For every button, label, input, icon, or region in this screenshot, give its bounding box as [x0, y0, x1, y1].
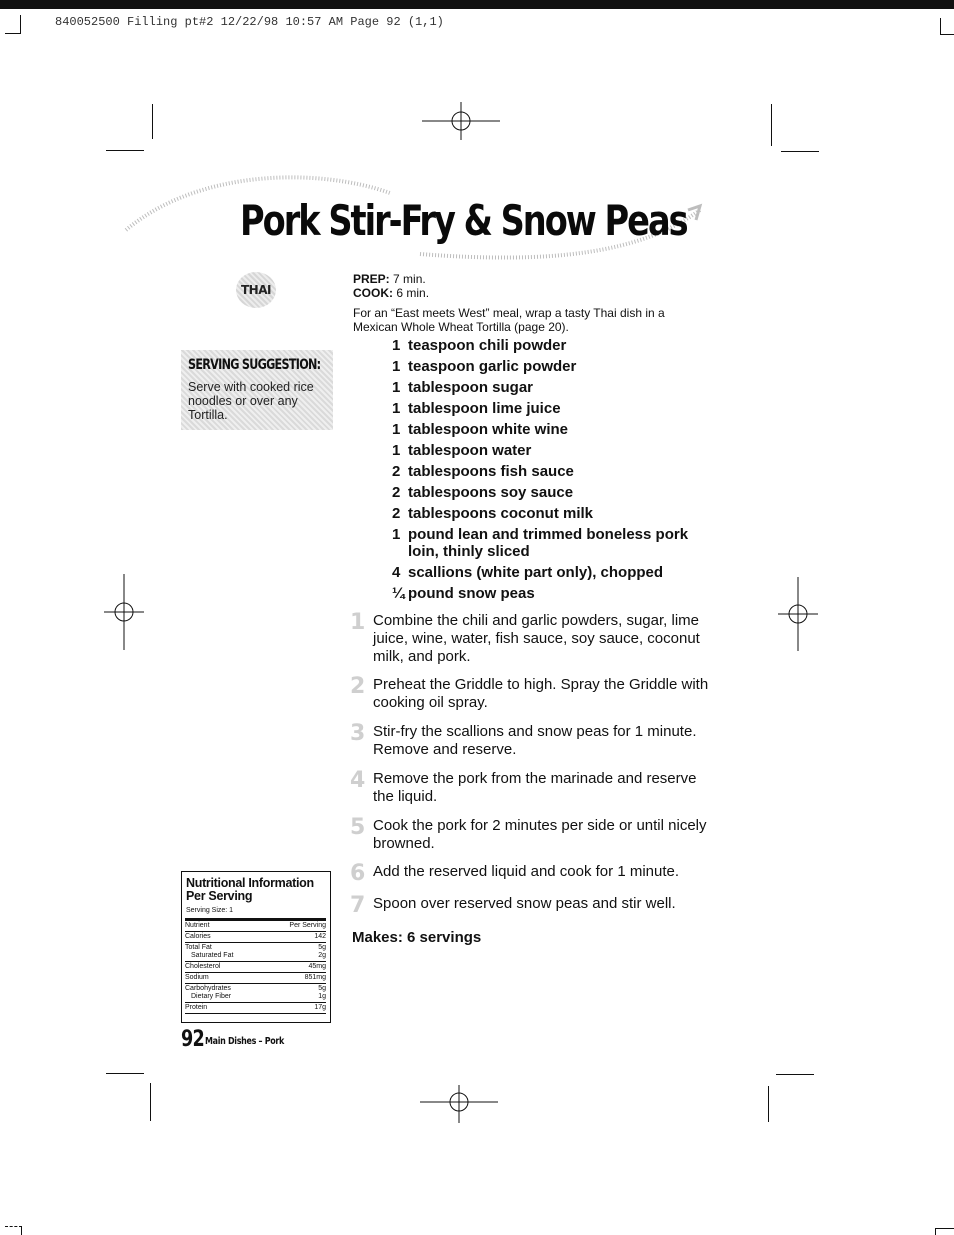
- nutrient-value: 5g: [318, 944, 326, 951]
- ingredient-quantity: 1: [392, 358, 401, 375]
- nutrient-value: 851mg: [304, 974, 326, 981]
- step-text: Cook the pork for 2 minutes per side or until nicely browned.: [373, 817, 707, 852]
- ingredient-item: [392, 526, 712, 560]
- nutrition-box: [181, 871, 331, 1023]
- ingredient-item: [392, 484, 712, 501]
- step-number: 7: [350, 893, 366, 918]
- recipe-yield: Makes: 6 servings: [352, 929, 482, 946]
- nutrition-row: [185, 984, 326, 1003]
- step-text: Stir-fry the scallions and snow peas for 1 minute. Remove and reserve.: [373, 723, 697, 758]
- prep-time: [353, 272, 426, 286]
- ingredient-text: tablespoon white wine: [408, 421, 569, 438]
- ingredient-quantity: 2: [392, 505, 401, 522]
- step-item: [350, 770, 710, 806]
- nutrition-serving-size: Serving Size: 1: [186, 907, 234, 914]
- step-item: [350, 863, 710, 885]
- nutrition-row: [185, 1003, 326, 1014]
- ingredient-quantity: 2: [392, 463, 401, 480]
- nutrient-name: Carbohydrates: [185, 985, 231, 992]
- ingredient-item: [392, 337, 712, 354]
- recipe-intro: For an “East meets West” meal, wrap a tasty Thai dish in a Mexican Whole Wheat Tortilla (page 20).: [353, 306, 665, 334]
- registration-mark-bottom: [418, 1083, 500, 1125]
- recipe-title: Pork Stir-Fry & Snow Peas: [240, 196, 687, 245]
- ingredient-text: teaspoon garlic powder: [408, 358, 577, 375]
- crop-mark: [21, 1226, 22, 1235]
- crop-mark: [940, 34, 954, 35]
- registration-mark-left: [102, 572, 146, 652]
- ingredient-text: pound lean and trimmed boneless pork loin, thinly sliced: [408, 526, 689, 560]
- nutrition-row: [185, 932, 326, 943]
- step-number: 5: [350, 815, 366, 840]
- ingredient-text: tablespoon water: [408, 442, 532, 459]
- ingredient-text: scallions (white part only), chopped: [408, 564, 664, 581]
- nutrient-sub-name: Dietary Fiber: [191, 993, 232, 1000]
- ingredient-quantity: 1: [392, 337, 401, 354]
- ingredient-quantity: 2: [392, 484, 401, 501]
- crop-mark: [776, 1074, 814, 1075]
- serving-suggestion-text: Serve with cooked rice noodles or over any Tortilla.: [188, 380, 314, 422]
- ingredient-item: [392, 442, 712, 459]
- ingredient-quantity: 4: [392, 564, 401, 581]
- nutrition-title: Nutritional Information Per Serving: [186, 876, 314, 903]
- ingredient-item: [392, 585, 712, 602]
- crop-mark: [768, 1086, 769, 1122]
- step-item: [350, 612, 710, 666]
- step-number: 3: [350, 721, 366, 746]
- cook-label: COOK:: [353, 286, 393, 300]
- nutrient-value: 142: [314, 933, 326, 940]
- ingredient-text: tablespoon lime juice: [408, 400, 561, 417]
- nutrient-name: Total Fat: [185, 944, 212, 951]
- ingredient-item: [392, 379, 712, 396]
- nutrition-header-row: [185, 921, 326, 932]
- crop-mark: [940, 18, 941, 35]
- ingredient-item: [392, 358, 712, 375]
- step-list: [350, 612, 710, 917]
- step-number: 2: [350, 674, 366, 699]
- step-number: 4: [350, 768, 366, 793]
- crop-mark: [106, 1073, 144, 1074]
- nutrient-name: Sodium: [185, 974, 209, 981]
- ingredient-quantity: 1: [392, 400, 401, 417]
- ingredient-item: [392, 400, 712, 417]
- ingredient-list: [392, 337, 712, 606]
- crop-mark: [5, 1226, 22, 1227]
- nutrient-value: 45mg: [308, 963, 326, 970]
- crop-mark: [20, 15, 21, 34]
- step-text: Spoon over reserved snow peas and stir well.: [373, 895, 676, 912]
- section-name: Main Dishes – Pork: [205, 1036, 285, 1047]
- ingredient-item: [392, 421, 712, 438]
- ingredient-text: tablespoon sugar: [408, 379, 534, 396]
- nutrient-value: 17g: [314, 1004, 326, 1011]
- step-number: 6: [350, 861, 366, 886]
- crop-mark: [152, 104, 153, 139]
- crop-mark: [5, 33, 21, 34]
- crop-mark: [935, 1228, 936, 1235]
- nutrient-name: Calories: [185, 933, 211, 940]
- ingredient-item: [392, 564, 712, 581]
- step-text: Add the reserved liquid and cook for 1 minute.: [373, 863, 680, 880]
- step-number: 1: [350, 610, 366, 635]
- cook-value: 6 min.: [396, 286, 430, 300]
- step-item: [350, 895, 710, 917]
- ingredient-text: pound snow peas: [408, 585, 535, 602]
- ingredient-quantity: 1: [392, 421, 401, 438]
- ingredient-item: [392, 463, 712, 480]
- serving-suggestion-heading: SERVING SUGGESTION:: [188, 357, 321, 373]
- nutrient-value: 5g: [318, 985, 326, 992]
- cuisine-badge: THAI: [241, 283, 271, 297]
- crop-mark: [935, 1228, 954, 1229]
- nutrition-row: [185, 973, 326, 984]
- ingredient-text: tablespoons coconut milk: [408, 505, 594, 522]
- prep-label: PREP:: [353, 272, 390, 286]
- crop-mark: [150, 1083, 151, 1121]
- nutrition-table: [185, 918, 326, 1014]
- nutrition-col-nutrient: Nutrient: [185, 922, 210, 929]
- step-item: [350, 723, 710, 759]
- ingredient-quantity: 1: [392, 526, 401, 543]
- step-text: Combine the chili and garlic powders, sugar, lime juice, wine, water, fish sauce, soy sauce, coconut milk, and pork.: [373, 612, 700, 665]
- registration-mark-right: [776, 575, 820, 653]
- crop-mark: [771, 104, 772, 146]
- crop-mark: [106, 150, 144, 151]
- cook-time: [353, 286, 429, 300]
- nutrition-row: [185, 962, 326, 973]
- nutrient-sub-value: 2g: [318, 952, 326, 959]
- ingredient-text: tablespoons soy sauce: [408, 484, 574, 501]
- ingredient-quantity: 1: [392, 442, 401, 459]
- step-text: Remove the pork from the marinade and reserve the liquid.: [373, 770, 697, 805]
- nutrient-name: Cholesterol: [185, 963, 221, 970]
- top-edge-bar: [0, 0, 954, 9]
- step-item: [350, 676, 710, 712]
- nutrient-name: Protein: [185, 1004, 208, 1011]
- crop-mark: [781, 151, 819, 152]
- nutrition-col-per-serving: Per Serving: [289, 922, 326, 929]
- nutrient-sub-name: Saturated Fat: [191, 952, 234, 959]
- ingredient-quantity: ¼: [392, 585, 405, 602]
- page-number: 92: [181, 1027, 204, 1052]
- ingredient-text: tablespoons fish sauce: [408, 463, 574, 480]
- ingredient-item: [392, 505, 712, 522]
- nutrient-sub-value: 1g: [318, 993, 326, 1000]
- step-item: [350, 817, 710, 853]
- ingredient-text: teaspoon chili powder: [408, 337, 567, 354]
- printer-slug: 840052500 Filling pt#2 12/22/98 10:57 AM Page 92 (1,1): [55, 15, 444, 29]
- registration-mark-top: [420, 100, 502, 142]
- ingredient-quantity: 1: [392, 379, 401, 396]
- step-text: Preheat the Griddle to high. Spray the Griddle with cooking oil spray.: [373, 676, 709, 711]
- prep-value: 7 min.: [393, 272, 426, 286]
- nutrition-row: [185, 943, 326, 962]
